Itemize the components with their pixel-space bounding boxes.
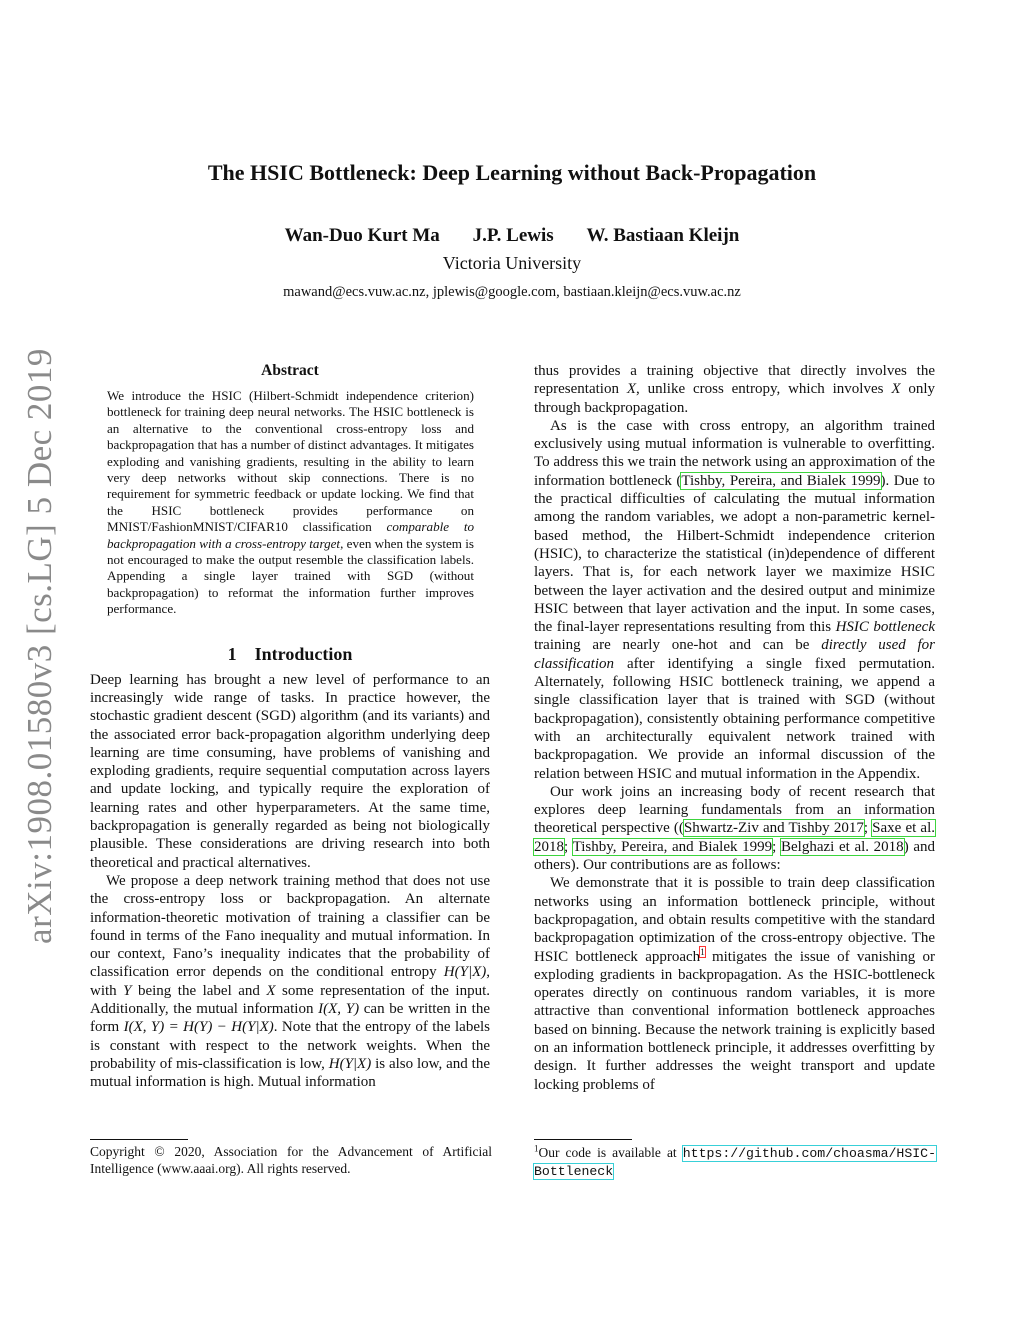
footnote-rule (534, 1139, 632, 1140)
footnote-rule (90, 1139, 188, 1140)
citation-link[interactable]: Saxe et al. 2018 (534, 820, 935, 855)
abstract-heading: Abstract (261, 362, 319, 379)
code-url-link[interactable]: https://github.com/choasma/HSIC-Bottleneck (534, 1146, 936, 1179)
author-name: W. Bastiaan Kleijn (586, 225, 740, 246)
paragraph: Deep learning has brought a new level of performance to an increasingly wide range of tasks. In practice however, the stochastic gradient descent (SGD) algorithm (and its variants) and the associated error back-propagation algorithm underlying deep learning are time consuming, have problems of vanishing and exploding gradients, require sequential computation across layers and update locking, and typically require the exploration of learning rates and other hyperparameters. At the same time, backpropagation is generally regarded as being not biologically plausible. These considerations are driving research into both theoretical and practical alternatives. (90, 671, 490, 871)
footnote-marker-link[interactable]: 1 (700, 946, 705, 957)
citation-link[interactable]: Tishby, Pereira, and Bialek 1999 (572, 838, 773, 855)
author-name: Wan-Duo Kurt Ma (284, 225, 440, 246)
paragraph: We propose a deep network training method that does not use the cross-entropy loss or backpropagation. An alternate information-theoretic motivation of training a classifier can be found in terms of the Fano inequality and mutual information. In our context, Fano’s inequality indicates that the probability of classification error depends on the conditional entropy H(Y|X), with Y being the label and X some representation of the input. Additionally, the mutual information I(X, Y) can be written in the form I(X, Y) = H(Y) − H(Y|X). Note that the entropy of the labels is constant with respect to the network weights. When the probability of mis-classification is low, H(Y|X) is also low, and the mutual information is high. Mutual information (90, 872, 490, 1091)
affiliation: Victoria University (442, 253, 582, 273)
author-name: J.P. Lewis (472, 225, 554, 246)
citation-link[interactable]: Shwartz-Ziv and Tishby 2017 (683, 820, 864, 837)
author-emails: mawand@ecs.vuw.ac.nz, jplewis@google.com, bastiaan.kleijn@ecs.vuw.ac.nz (283, 284, 741, 300)
abstract-text: We introduce the HSIC (Hilbert-Schmidt independence criterion) bottleneck for training deep neural networks. The HSIC bottleneck is an alternative to the conventional cross-entropy loss and backpropagation that has a number of distinct advantages. It mitigates exploding and vanishing gradients, resulting in the ability to learn very deep networks without skip connections. There is no requirement for symmetric feedback or update locking. We find that the HSIC bottleneck provides performance on MNIST/FashionMNIST/CIFAR10 classification comparable to backpropagation with a cross-entropy target, even when the system is not encouraged to make the output resemble the classification labels. Appending a single layer trained with SGD (without backpropagation) to reformat the information further improves performance. (107, 388, 474, 617)
paragraph: thus provides a training objective that directly involves the representation X, unlike cross entropy, which involves X only through backpropagation. (534, 363, 936, 416)
copyright-notice: Copyright © 2020, Association for the Advancement of Artificial Intelligence (www.aaai.org). All rights reserved. (90, 1144, 492, 1176)
author-list (0, 225, 1024, 247)
paragraph: We demonstrate that it is possible to train deep classification networks using an information bottleneck principle, without backpropagation, and obtain results competitive with the standard backpropagation optimization of the cross-entropy objective. The HSIC bottleneck approach$^1$ mitigates the issue of vanishing or exploding gradients in backpropagation. As the HSIC-bottleneck operates directly on continuous random variables, it is more attractive than conventional information bottleneck approaches based on binning. Because the network training is explicitly based on an information bottleneck principle, it addresses overfitting by design. It further addresses the weight transport and update locking problems of (534, 875, 935, 1093)
paragraph: Our work joins an increasing body of recent research that explores deep learning fundamentals from an information theoretical perspective ((Shwartz-Ziv and Tishby 2017; Saxe et al. 2018; Tishby, Pereira, and Bialek 1999; Belghazi et al. 2018) and others). Our contributions are as follows: (534, 783, 935, 874)
section-heading-introduction: 1 Introduction (227, 643, 353, 664)
citation-link[interactable]: Belghazi et al. 2018 (780, 838, 904, 855)
right-column (534, 362, 935, 1094)
paragraph: As is the case with cross entropy, an algorithm trained exclusively using mutual information is vulnerable to overfitting. To address this we train the network using an approximation of the information bottleneck (Tishby, Pereira, and Bialek 1999). Due to the practical difficulties of calculating the mutual information among the random variables, we adopt a non-parametric kernel-based method, the Hilbert-Schmidt independence criterion (HSIC), to characterize the statistical (in)dependence of different layers. That is, for each network layer we maximize HSIC between the layer activation and the desired output and minimize HSIC between that layer activation and the input. In some cases, the final-layer representations resulting from this HSIC bottleneck training are nearly one-hot and can be directly used for classification after identifying a single fixed permutation. Alternately, following HSIC bottleneck training, we append a single classification layer that is trained with SGD (without backpropagation), consistently obtaining performance competitive with an architecturally equivalent network trained with backpropagation. We provide an informal discussion of the relation between HSIC and mutual information in the Appendix. (534, 417, 935, 782)
left-column (90, 362, 490, 1092)
footnote: $^1$Our code is available at https://github.com/choasma/HSIC-Bottleneck (534, 1143, 936, 1179)
arxiv-id-text: arXiv:1908.01580v3 [cs.LG] 5 Dec 2019 (20, 348, 59, 944)
citation-link[interactable]: Tishby, Pereira, and Bialek 1999 (681, 472, 881, 489)
paper-title: The HSIC Bottleneck: Deep Learning without Back-Propagation (207, 160, 817, 185)
